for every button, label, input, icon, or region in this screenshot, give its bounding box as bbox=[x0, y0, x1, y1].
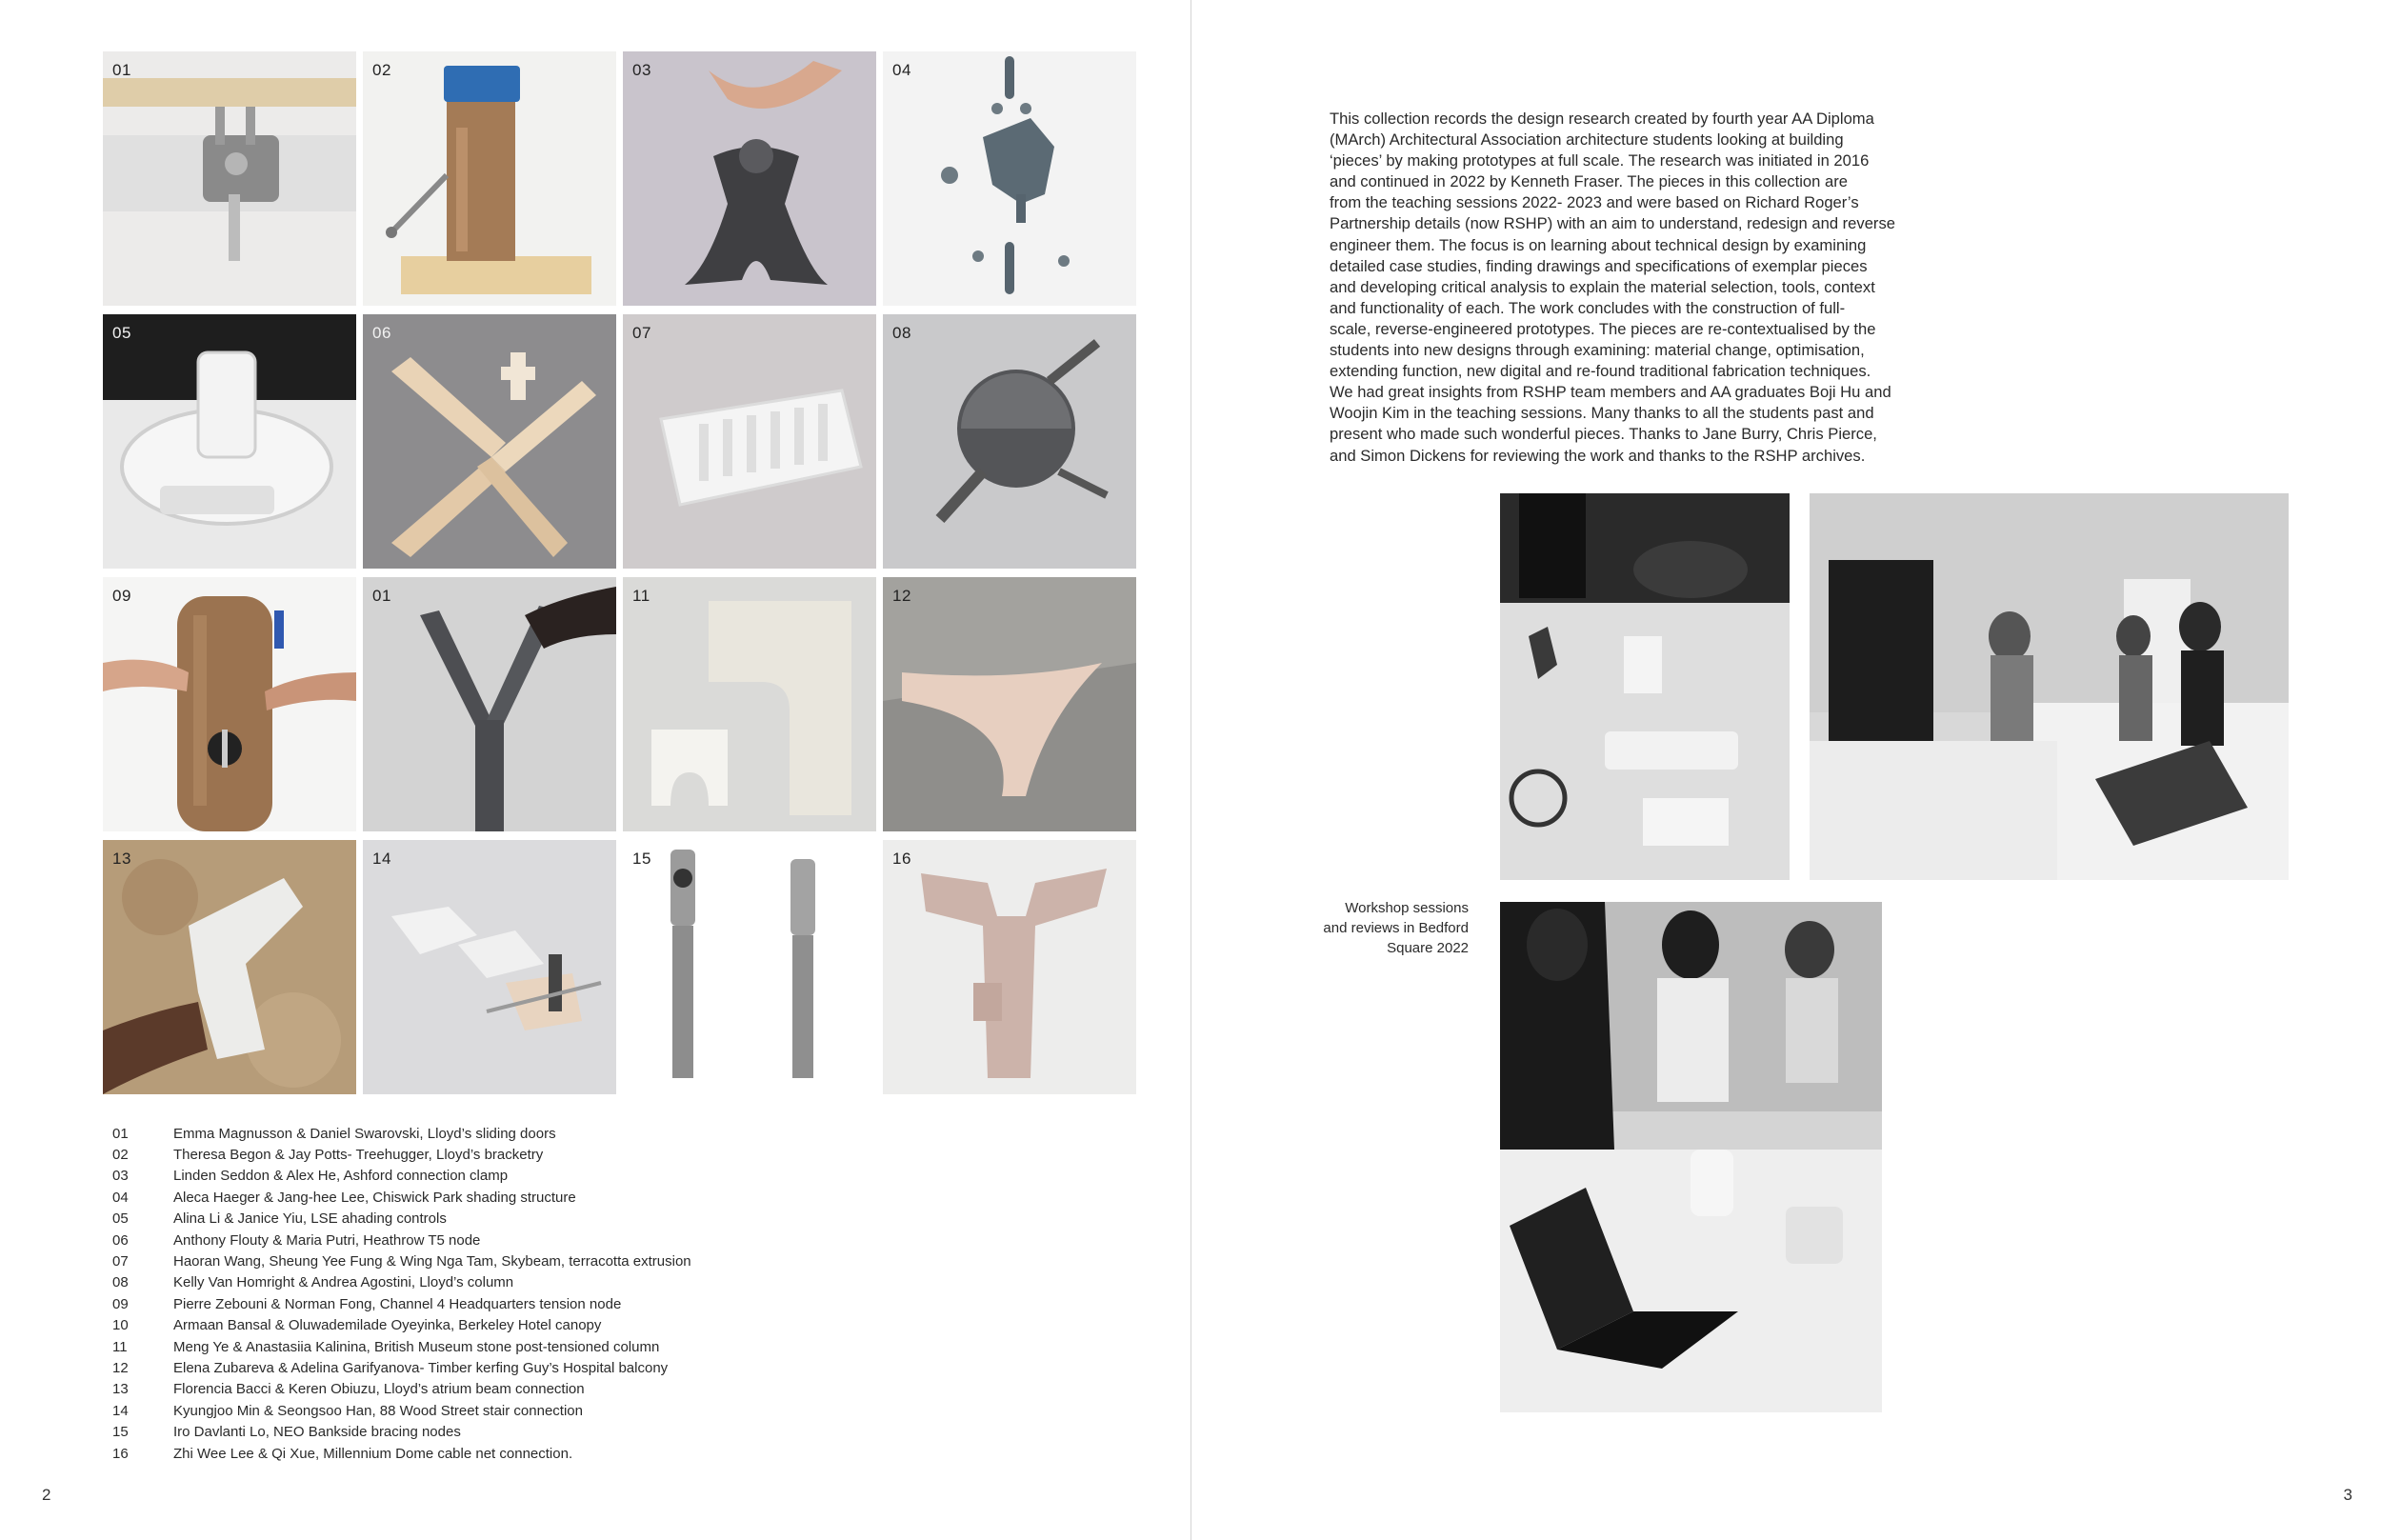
prototype-photo-grid bbox=[103, 51, 1137, 1093]
tile-number: 06 bbox=[372, 324, 391, 342]
intro-line: and developing critical analysis to explain the material selection, tools, context bbox=[1330, 277, 1875, 296]
intro-line: scale, reverse-engineered prototypes. The pieces are re-contextualised by the bbox=[1330, 319, 1876, 338]
workshop-photo-review bbox=[1500, 902, 1882, 1412]
intro-line: students into new designs through examining: material change, optimisation, bbox=[1330, 341, 1865, 360]
credit-item bbox=[112, 1421, 836, 1442]
caption-line: Workshop sessions bbox=[1345, 900, 1469, 916]
tile-number: 01 bbox=[372, 587, 391, 605]
prototype-photo-15 bbox=[623, 840, 876, 1094]
credit-number: 05 bbox=[112, 1210, 129, 1228]
prototype-photo-07 bbox=[623, 314, 876, 569]
credit-text: Theresa Begon & Jay Potts- Treehugger, Lloyd’s bracketry bbox=[173, 1147, 544, 1164]
credit-number: 14 bbox=[112, 1402, 129, 1419]
workshop-photo-table bbox=[1500, 493, 1790, 880]
intro-line: and functionality of each. The work concludes with the construction of full- bbox=[1330, 298, 1846, 317]
prototype-photo-09 bbox=[103, 577, 356, 831]
tile-number: 08 bbox=[892, 324, 911, 342]
tile-number: 04 bbox=[892, 61, 911, 79]
credit-number: 12 bbox=[112, 1359, 129, 1376]
credit-item bbox=[112, 1336, 836, 1357]
tile-number: 03 bbox=[632, 61, 651, 79]
credit-item bbox=[112, 1443, 836, 1464]
intro-line: from the teaching sessions 2022- 2023 and were based on Richard Roger’s bbox=[1330, 193, 1859, 212]
intro-text bbox=[1330, 109, 1939, 467]
prototype-photo-14 bbox=[363, 840, 616, 1094]
tile-number: 16 bbox=[892, 850, 911, 868]
tile-number: 05 bbox=[112, 324, 131, 342]
credit-item bbox=[112, 1230, 836, 1250]
tile-number: 14 bbox=[372, 850, 391, 868]
credit-text: Zhi Wee Lee & Qi Xue, Millennium Dome cable net connection. bbox=[173, 1445, 573, 1462]
prototype-photo-16 bbox=[883, 840, 1136, 1094]
right-page bbox=[1191, 0, 2381, 1540]
credit-number: 11 bbox=[112, 1338, 128, 1355]
credit-item bbox=[112, 1379, 836, 1400]
intro-line: This collection records the design research created by fourth year AA Diploma bbox=[1330, 110, 1874, 128]
tile-number: 12 bbox=[892, 587, 911, 605]
prototype-photo-06 bbox=[363, 314, 616, 569]
credit-number: 16 bbox=[112, 1445, 129, 1462]
page-number-right: 3 bbox=[2343, 1486, 2352, 1504]
tile-number: 09 bbox=[112, 587, 131, 605]
prototype-photo-12 bbox=[883, 577, 1136, 831]
tile-number: 15 bbox=[632, 850, 651, 868]
intro-line: We had great insights from RSHP team members and AA graduates Boji Hu and bbox=[1330, 383, 1891, 402]
credit-text: Anthony Flouty & Maria Putri, Heathrow T5 node bbox=[173, 1231, 481, 1249]
tile-number: 11 bbox=[632, 587, 650, 605]
credit-text: Linden Seddon & Alex He, Ashford connection clamp bbox=[173, 1168, 509, 1185]
credit-text: Elena Zubareva & Adelina Garifyanova- Timber kerfing Guy’s Hospital balcony bbox=[173, 1359, 669, 1376]
credit-item bbox=[112, 1315, 836, 1336]
credit-item bbox=[112, 1293, 836, 1314]
left-page bbox=[0, 0, 1190, 1540]
caption-line: Square 2022 bbox=[1387, 940, 1469, 956]
page-number-left: 2 bbox=[42, 1486, 51, 1504]
credit-text: Kelly Van Homright & Andrea Agostini, Lloyd’s column bbox=[173, 1274, 514, 1291]
credit-item bbox=[112, 1400, 836, 1421]
intro-line: Woojin Kim in the teaching sessions. Many thanks to all the students past and bbox=[1330, 404, 1874, 423]
credit-number: 07 bbox=[112, 1253, 129, 1270]
tile-number: 02 bbox=[372, 61, 391, 79]
credit-number: 15 bbox=[112, 1424, 129, 1441]
tile-number: 13 bbox=[112, 850, 131, 868]
caption-line: and reviews in Bedford bbox=[1323, 920, 1469, 936]
intro-line: detailed case studies, finding drawings and specifications of exemplar pieces bbox=[1330, 256, 1868, 275]
credit-text: Armaan Bansal & Oluwademilade Oyeyinka, Berkeley Hotel canopy bbox=[173, 1317, 602, 1334]
credit-number: 01 bbox=[112, 1125, 129, 1142]
credit-item bbox=[112, 1250, 836, 1271]
intro-line: (MArch) Architectural Association architecture students looking at building bbox=[1330, 130, 1844, 150]
credits-list bbox=[112, 1123, 836, 1464]
credit-text: Alina Li & Janice Yiu, LSE ahading controls bbox=[173, 1210, 447, 1228]
intro-line: Partnership details (now RSHP) with an aim to understand, redesign and reverse bbox=[1330, 214, 1895, 233]
credit-text: Haoran Wang, Sheung Yee Fung & Wing Nga Tam, Skybeam, terracotta extrusion bbox=[173, 1253, 691, 1270]
prototype-photo-01 bbox=[103, 51, 356, 306]
credit-text: Kyungjoo Min & Seongsoo Han, 88 Wood Street stair connection bbox=[173, 1402, 583, 1419]
tile-number: 01 bbox=[112, 61, 131, 79]
credit-item bbox=[112, 1357, 836, 1378]
credit-number: 13 bbox=[112, 1381, 129, 1398]
credit-number: 03 bbox=[112, 1168, 129, 1185]
credit-text: Florencia Bacci & Keren Obiuzu, Lloyd’s atrium beam connection bbox=[173, 1381, 585, 1398]
prototype-photo-02 bbox=[363, 51, 616, 306]
credit-number: 06 bbox=[112, 1231, 129, 1249]
prototype-photo-11 bbox=[623, 577, 876, 831]
credit-item bbox=[112, 1209, 836, 1230]
intro-line: and Simon Dickens for reviewing the work and thanks to the RSHP archives. bbox=[1330, 446, 1866, 465]
intro-line: and continued in 2022 by Kenneth Fraser. The pieces in this collection are bbox=[1330, 172, 1848, 191]
photo-caption bbox=[1287, 898, 1469, 958]
credit-item bbox=[112, 1166, 836, 1187]
credit-item bbox=[112, 1272, 836, 1293]
credit-number: 02 bbox=[112, 1147, 129, 1164]
intro-line: ‘pieces’ by making prototypes at full scale. The research was initiated in 2016 bbox=[1330, 151, 1870, 170]
credit-number: 09 bbox=[112, 1295, 129, 1312]
workshop-photo-room bbox=[1810, 493, 2289, 880]
credit-item bbox=[112, 1144, 836, 1165]
tile-number: 07 bbox=[632, 324, 651, 342]
credit-text: Iro Davlanti Lo, NEO Bankside bracing nodes bbox=[173, 1424, 461, 1441]
prototype-photo-05 bbox=[103, 314, 356, 569]
prototype-photo-04 bbox=[883, 51, 1136, 306]
intro-line: engineer them. The focus is on learning about technical design by examining bbox=[1330, 235, 1867, 254]
prototype-photo-03 bbox=[623, 51, 876, 306]
prototype-photo-13 bbox=[103, 840, 356, 1094]
prototype-photo-10 bbox=[363, 577, 616, 831]
credit-item bbox=[112, 1123, 836, 1144]
credit-text: Pierre Zebouni & Norman Fong, Channel 4 Headquarters tension node bbox=[173, 1295, 622, 1312]
credit-number: 08 bbox=[112, 1274, 129, 1291]
credit-text: Emma Magnusson & Daniel Swarovski, Lloyd’s sliding doors bbox=[173, 1125, 556, 1142]
credit-text: Aleca Haeger & Jang-hee Lee, Chiswick Park shading structure bbox=[173, 1189, 576, 1206]
intro-line: extending function, new digital and re-found traditional fabrication techniques. bbox=[1330, 362, 1871, 381]
credit-text: Meng Ye & Anastasiia Kalinina, British Museum stone post-tensioned column bbox=[173, 1338, 660, 1355]
credit-number: 10 bbox=[112, 1317, 129, 1334]
prototype-photo-08 bbox=[883, 314, 1136, 569]
credit-item bbox=[112, 1187, 836, 1208]
credit-number: 04 bbox=[112, 1189, 129, 1206]
intro-line: present who made such wonderful pieces. Thanks to Jane Burry, Chris Pierce, bbox=[1330, 425, 1877, 444]
